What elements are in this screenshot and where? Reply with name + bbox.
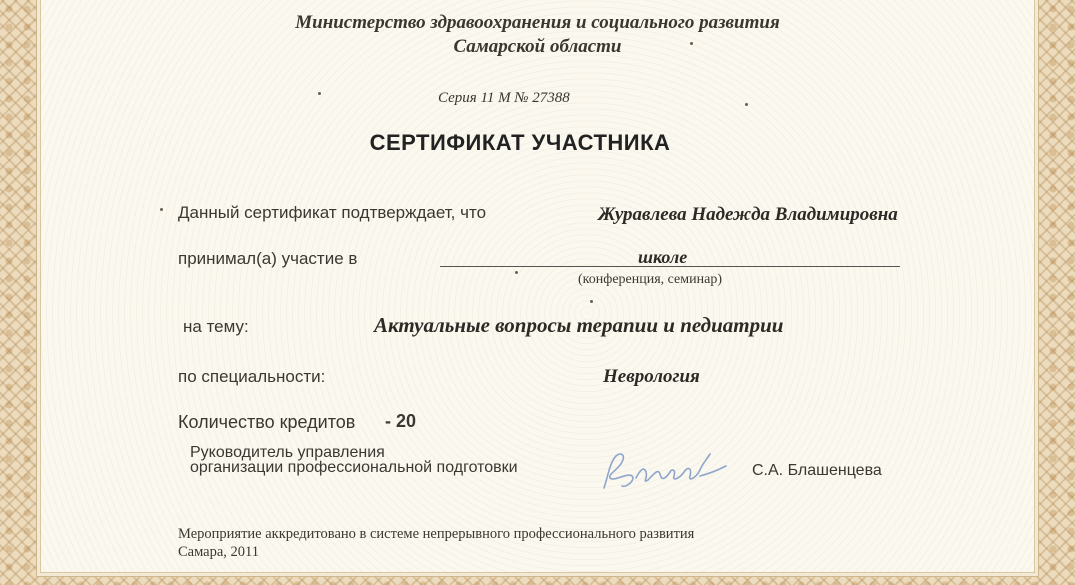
scan-speck [745, 103, 748, 106]
signatory-position-line-1: Руководитель управления [190, 444, 385, 461]
scan-speck [160, 208, 163, 211]
scan-speck [690, 42, 693, 45]
accreditation-note: Мероприятие аккредитовано в системе непрерывного профессионального развития [178, 526, 695, 542]
handwritten-signature [596, 448, 736, 496]
participant-name: Журавлева Надежда Владимировна [598, 204, 898, 225]
ministry-line-1: Министерство здравоохранения и социального развития [295, 12, 780, 33]
scan-speck [515, 271, 518, 274]
scan-speck [318, 92, 321, 95]
topic-value: Актуальные вопросы терапии и педиатрии [374, 313, 784, 337]
credits-label: Количество кредитов [178, 412, 356, 432]
signatory-name: С.А. Блашенцева [752, 462, 882, 479]
certificate-title: СЕРТИФИКАТ УЧАСТНИКА [369, 130, 671, 155]
series-number: Серия 11 М № 27388 [438, 90, 570, 106]
event-type-hint: (конференция, семинар) [578, 272, 722, 287]
signatory-position-line-2: организации профессиональной подготовки [190, 459, 518, 476]
confirms-label: Данный сертификат подтверждает, что [178, 203, 487, 222]
ministry-line-2: Самарской области [453, 36, 622, 57]
specialty-label: по специальности: [178, 367, 326, 386]
event-type: школе [638, 247, 688, 267]
specialty-value: Неврология [603, 366, 700, 387]
certificate-paper [40, 0, 1035, 573]
place-year: Самара, 2011 [178, 544, 260, 560]
participated-label: принимал(а) участие в [178, 249, 358, 268]
scan-speck [590, 300, 593, 303]
credits-value: - 20 [385, 411, 417, 431]
topic-label: на тему: [183, 317, 249, 336]
